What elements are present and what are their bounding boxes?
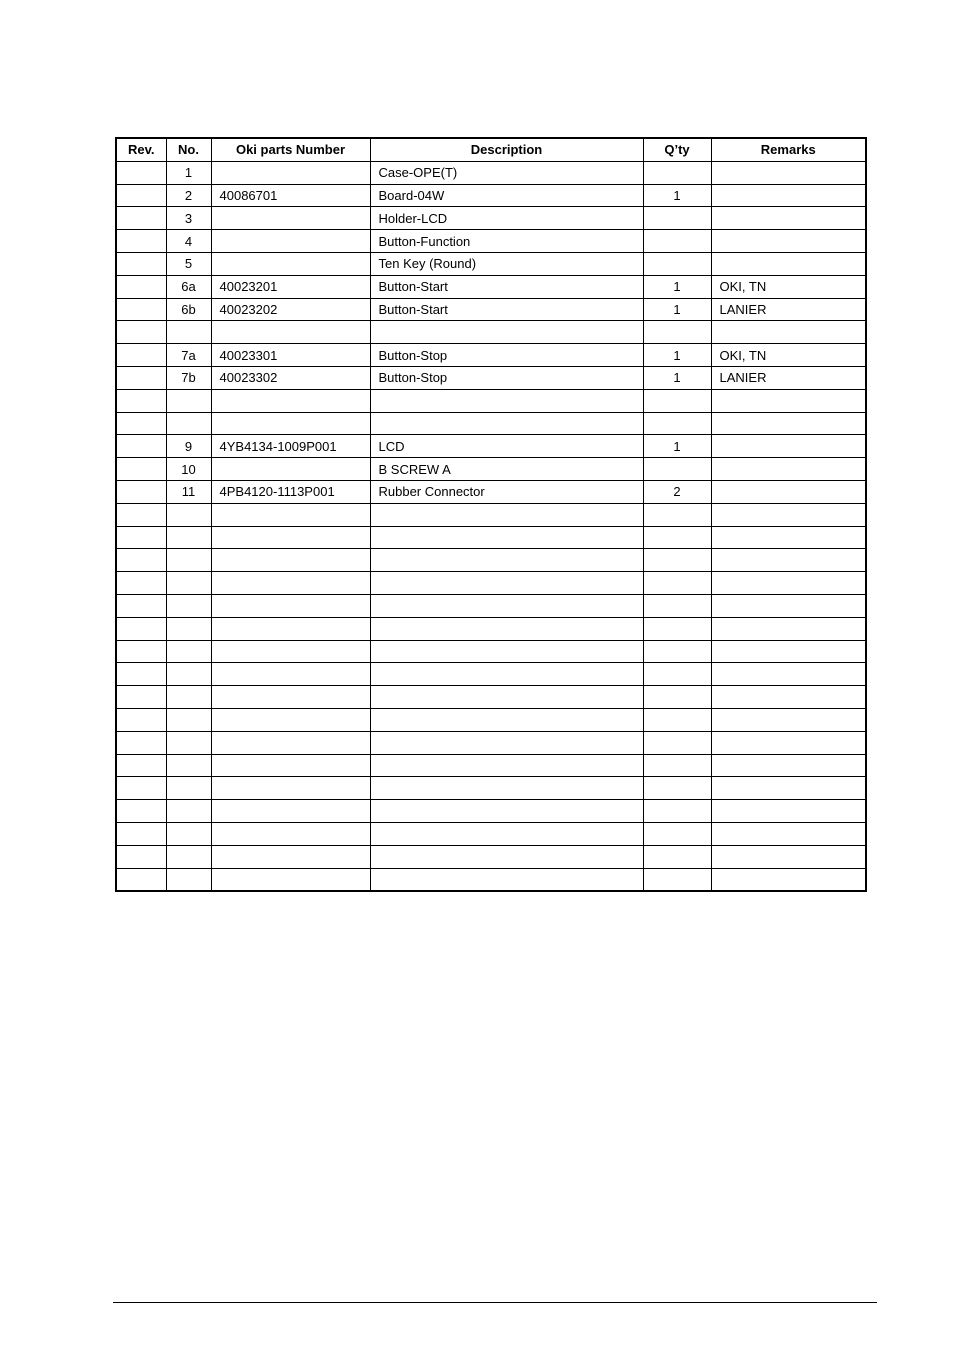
table-row [116,480,866,503]
table-row [116,435,866,458]
cell-rev [116,526,166,549]
cell-description: Button-Stop [370,366,643,389]
cell-quantity [643,161,711,184]
cell-no [166,617,211,640]
table-row [116,617,866,640]
cell-rev [116,594,166,617]
cell-no: 7b [166,366,211,389]
cell-description [370,845,643,868]
cell-remarks [711,412,866,435]
table-row [116,754,866,777]
cell-quantity [643,708,711,731]
cell-rev [116,868,166,891]
cell-quantity: 1 [643,366,711,389]
cell-quantity [643,389,711,412]
table-row [116,868,866,891]
cell-no [166,800,211,823]
table-row [116,640,866,663]
table-row [116,800,866,823]
cell-description [370,549,643,572]
cell-no [166,594,211,617]
cell-quantity [643,458,711,481]
table-row [116,321,866,344]
header-part-number: Oki parts Number [211,138,370,161]
table-row [116,594,866,617]
cell-description [370,389,643,412]
cell-part-number [211,503,370,526]
cell-remarks [711,184,866,207]
cell-quantity [643,617,711,640]
table-row [116,298,866,321]
cell-description [370,800,643,823]
cell-remarks [711,777,866,800]
cell-remarks [711,640,866,663]
cell-description [370,868,643,891]
cell-part-number: 4YB4134-1009P001 [211,435,370,458]
cell-rev [116,708,166,731]
header-rev: Rev. [116,138,166,161]
cell-rev [116,161,166,184]
table-row [116,252,866,275]
cell-remarks [711,822,866,845]
cell-part-number: 40023301 [211,344,370,367]
table-row [116,184,866,207]
cell-description [370,594,643,617]
cell-description [370,321,643,344]
cell-part-number [211,549,370,572]
table-row [116,663,866,686]
cell-rev [116,480,166,503]
cell-rev [116,207,166,230]
table-row [116,366,866,389]
table-row [116,344,866,367]
cell-remarks [711,207,866,230]
cell-description: Ten Key (Round) [370,252,643,275]
cell-part-number [211,868,370,891]
cell-part-number: 40023201 [211,275,370,298]
cell-remarks [711,868,866,891]
cell-rev [116,731,166,754]
cell-remarks [711,754,866,777]
cell-quantity: 1 [643,435,711,458]
table-row [116,275,866,298]
cell-remarks [711,708,866,731]
cell-remarks [711,800,866,823]
cell-rev [116,435,166,458]
cell-quantity [643,731,711,754]
cell-quantity [643,230,711,253]
cell-description [370,708,643,731]
cell-remarks [711,572,866,595]
cell-description: Button-Start [370,275,643,298]
cell-rev [116,503,166,526]
cell-part-number [211,321,370,344]
cell-remarks: OKI, TN [711,275,866,298]
cell-no [166,640,211,663]
cell-remarks: OKI, TN [711,344,866,367]
cell-no [166,822,211,845]
cell-no [166,754,211,777]
cell-rev [116,845,166,868]
cell-remarks [711,845,866,868]
table-row [116,458,866,481]
cell-quantity [643,868,711,891]
cell-part-number [211,207,370,230]
cell-part-number [211,663,370,686]
cell-no [166,503,211,526]
cell-rev [116,275,166,298]
cell-remarks [711,731,866,754]
cell-rev [116,663,166,686]
cell-quantity: 2 [643,480,711,503]
cell-rev [116,549,166,572]
cell-part-number [211,617,370,640]
cell-no [166,549,211,572]
cell-part-number [211,731,370,754]
cell-description: Button-Start [370,298,643,321]
cell-remarks: LANIER [711,366,866,389]
table-row [116,161,866,184]
cell-part-number [211,822,370,845]
cell-description [370,731,643,754]
cell-description: Rubber Connector [370,480,643,503]
cell-rev [116,412,166,435]
header-remarks: Remarks [711,138,866,161]
cell-rev [116,366,166,389]
cell-remarks [711,480,866,503]
cell-description [370,572,643,595]
cell-no [166,686,211,709]
cell-no: 6a [166,275,211,298]
cell-no [166,663,211,686]
cell-quantity [643,594,711,617]
cell-quantity [643,686,711,709]
cell-no: 5 [166,252,211,275]
cell-description [370,754,643,777]
cell-quantity [643,572,711,595]
table-row [116,412,866,435]
table-row [116,708,866,731]
cell-quantity [643,412,711,435]
cell-remarks [711,230,866,253]
cell-rev [116,822,166,845]
cell-no [166,412,211,435]
header-description: Description [370,138,643,161]
cell-quantity [643,845,711,868]
cell-no [166,868,211,891]
cell-no: 1 [166,161,211,184]
cell-description: Button-Function [370,230,643,253]
cell-quantity: 1 [643,344,711,367]
cell-part-number [211,686,370,709]
table-row [116,503,866,526]
table-row [116,822,866,845]
cell-quantity [643,640,711,663]
cell-rev [116,458,166,481]
cell-description [370,686,643,709]
cell-description [370,503,643,526]
table-row [116,731,866,754]
cell-remarks [711,458,866,481]
cell-quantity [643,800,711,823]
cell-quantity [643,503,711,526]
cell-rev [116,754,166,777]
cell-quantity: 1 [643,298,711,321]
cell-remarks [711,503,866,526]
cell-part-number: 4PB4120-1113P001 [211,480,370,503]
cell-description: Board-04W [370,184,643,207]
cell-part-number [211,230,370,253]
cell-remarks [711,549,866,572]
cell-part-number [211,161,370,184]
cell-no: 10 [166,458,211,481]
cell-part-number [211,389,370,412]
cell-rev [116,617,166,640]
footer-rule [113,1302,877,1303]
table-row [116,389,866,412]
cell-part-number [211,572,370,595]
cell-part-number [211,526,370,549]
cell-quantity [643,822,711,845]
cell-remarks [711,435,866,458]
table-header-row [116,138,866,161]
cell-part-number [211,252,370,275]
cell-no [166,731,211,754]
cell-description [370,617,643,640]
cell-no [166,572,211,595]
header-no: No. [166,138,211,161]
cell-no: 6b [166,298,211,321]
cell-quantity [643,663,711,686]
cell-quantity [643,777,711,800]
cell-remarks [711,663,866,686]
cell-description: Holder-LCD [370,207,643,230]
cell-remarks [711,594,866,617]
cell-no [166,389,211,412]
header-quantity: Q’ty [643,138,711,161]
cell-part-number [211,708,370,731]
table-body [116,161,866,891]
cell-part-number: 40023302 [211,366,370,389]
cell-description [370,526,643,549]
cell-description [370,640,643,663]
table-row [116,777,866,800]
cell-quantity [643,207,711,230]
cell-no: 11 [166,480,211,503]
cell-part-number: 40086701 [211,184,370,207]
cell-description [370,822,643,845]
cell-description [370,663,643,686]
cell-remarks [711,321,866,344]
cell-no: 2 [166,184,211,207]
cell-rev [116,321,166,344]
cell-no [166,321,211,344]
cell-no [166,777,211,800]
cell-rev [116,389,166,412]
parts-list-table [115,137,867,892]
cell-part-number [211,845,370,868]
cell-quantity: 1 [643,275,711,298]
cell-rev [116,230,166,253]
cell-remarks [711,389,866,412]
cell-no: 9 [166,435,211,458]
cell-rev [116,252,166,275]
cell-part-number [211,800,370,823]
cell-no: 7a [166,344,211,367]
table-row [116,526,866,549]
cell-remarks [711,617,866,640]
cell-quantity [643,549,711,572]
cell-quantity [643,754,711,777]
table-row [116,572,866,595]
cell-quantity [643,526,711,549]
cell-part-number [211,640,370,663]
cell-description [370,777,643,800]
cell-no [166,845,211,868]
cell-part-number [211,594,370,617]
cell-no: 4 [166,230,211,253]
cell-description: Button-Stop [370,344,643,367]
cell-no: 3 [166,207,211,230]
cell-no [166,708,211,731]
cell-quantity: 1 [643,184,711,207]
table-row [116,549,866,572]
table-row [116,845,866,868]
cell-description: LCD [370,435,643,458]
cell-rev [116,640,166,663]
cell-rev [116,298,166,321]
cell-rev [116,344,166,367]
cell-part-number [211,777,370,800]
cell-rev [116,184,166,207]
cell-no [166,526,211,549]
cell-rev [116,800,166,823]
cell-remarks [711,161,866,184]
cell-description: Case-OPE(T) [370,161,643,184]
cell-quantity [643,321,711,344]
cell-remarks [711,252,866,275]
cell-description [370,412,643,435]
cell-part-number [211,754,370,777]
cell-remarks: LANIER [711,298,866,321]
cell-rev [116,572,166,595]
cell-quantity [643,252,711,275]
table-row [116,230,866,253]
cell-rev [116,777,166,800]
cell-part-number [211,412,370,435]
cell-description: B SCREW A [370,458,643,481]
cell-remarks [711,526,866,549]
table-row [116,207,866,230]
cell-rev [116,686,166,709]
table-row [116,686,866,709]
cell-part-number: 40023202 [211,298,370,321]
cell-part-number [211,458,370,481]
cell-remarks [711,686,866,709]
